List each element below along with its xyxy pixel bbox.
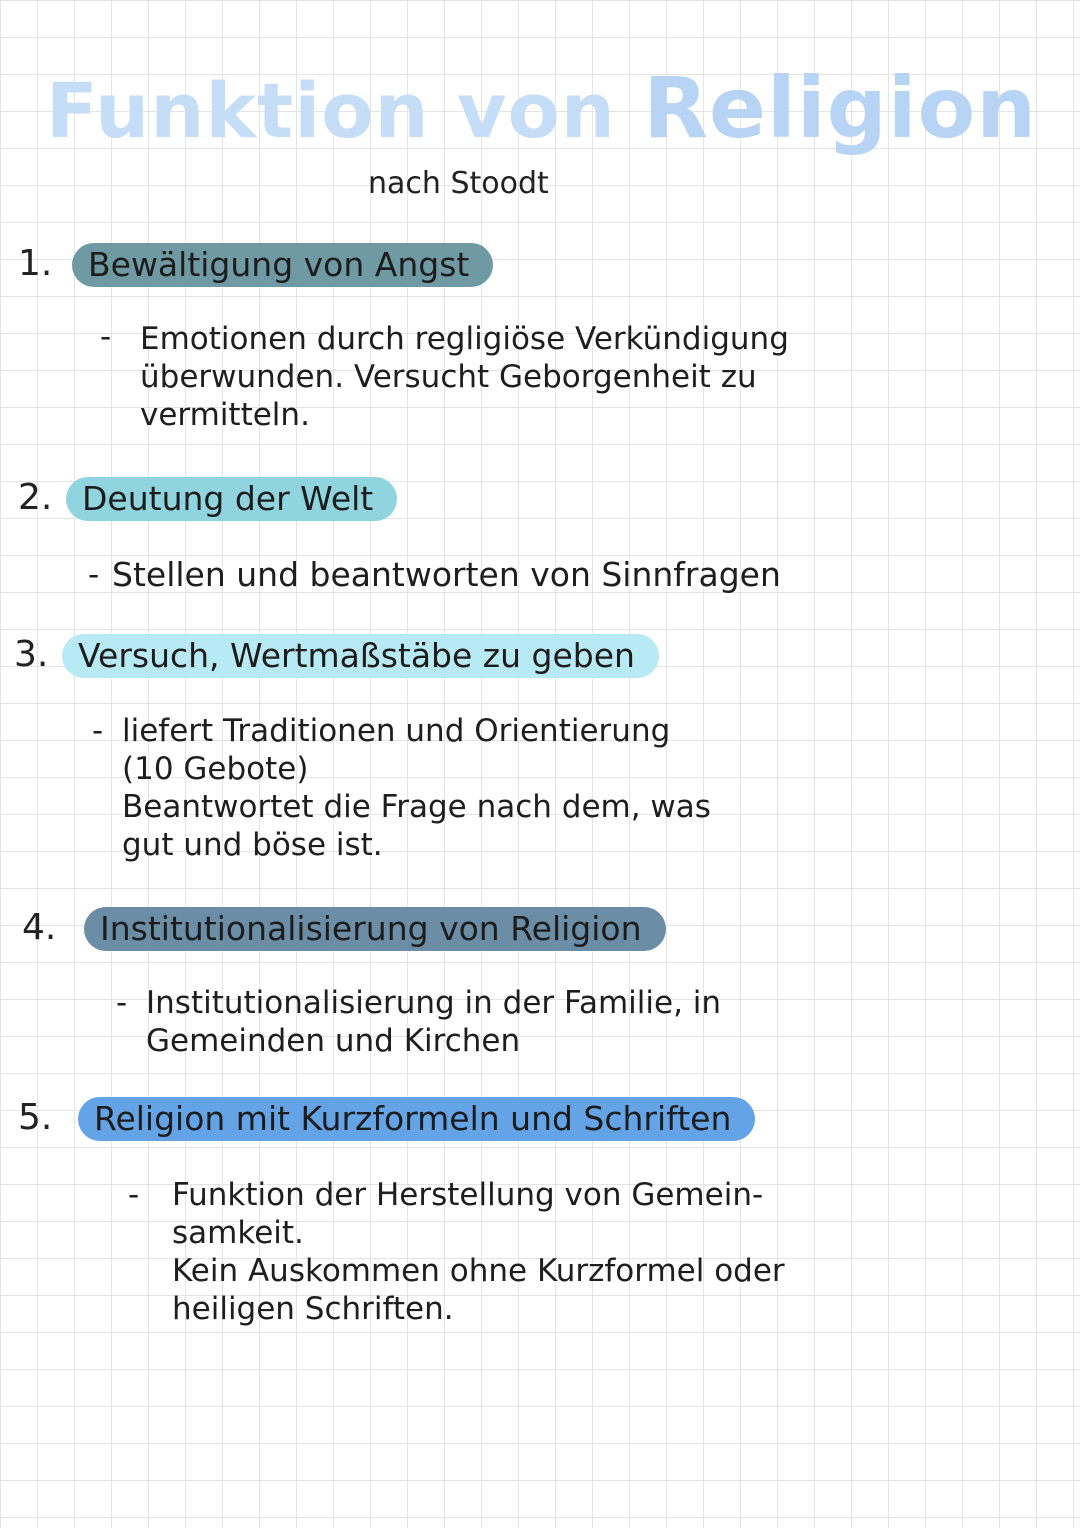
page-subtitle: nach Stoodt bbox=[368, 166, 549, 201]
section-number: 3. bbox=[14, 634, 49, 675]
section-text: Stellen und beantworten von Sinnfragen bbox=[112, 555, 781, 594]
bullet-dash: - bbox=[100, 319, 112, 355]
section-text: Funktion der Herstellung von Gemein- samkeit. Kein Auskommen ohne Kurzformel oder heiligen Schriften. bbox=[172, 1177, 785, 1327]
title-part-2: Religion bbox=[643, 59, 1038, 157]
section-text: Emotionen durch regligiöse Verkündigung überwunden. Versucht Geborgenheit zu vermitteln. bbox=[140, 321, 789, 433]
section-heading: Institutionalisierung von Religion bbox=[84, 907, 666, 951]
bullet-dash: - bbox=[128, 1177, 140, 1213]
title-part-1: Funktion von bbox=[46, 66, 616, 155]
bullet-dash: - bbox=[92, 713, 104, 749]
section-number: 2. bbox=[18, 477, 53, 518]
section-number: 5. bbox=[18, 1097, 53, 1138]
section-heading: Deutung der Welt bbox=[66, 477, 397, 521]
section-text: liefert Traditionen und Orientierung (10 Gebote) Beantwortet die Frage nach dem, was gut und böse ist. bbox=[122, 713, 711, 863]
section-heading: Versuch, Wertmaßstäbe zu geben bbox=[62, 634, 659, 678]
section-number: 4. bbox=[22, 907, 57, 948]
bullet-dash: - bbox=[88, 557, 100, 593]
section-text: Institutionalisierung in der Familie, in Gemeinden und Kirchen bbox=[146, 985, 722, 1059]
section-heading: Religion mit Kurzformeln und Schriften bbox=[78, 1097, 755, 1141]
section-heading: Bewältigung von Angst bbox=[72, 243, 493, 287]
bullet-dash: - bbox=[116, 985, 128, 1021]
section-number: 1. bbox=[18, 243, 53, 284]
page-title bbox=[46, 59, 1038, 157]
